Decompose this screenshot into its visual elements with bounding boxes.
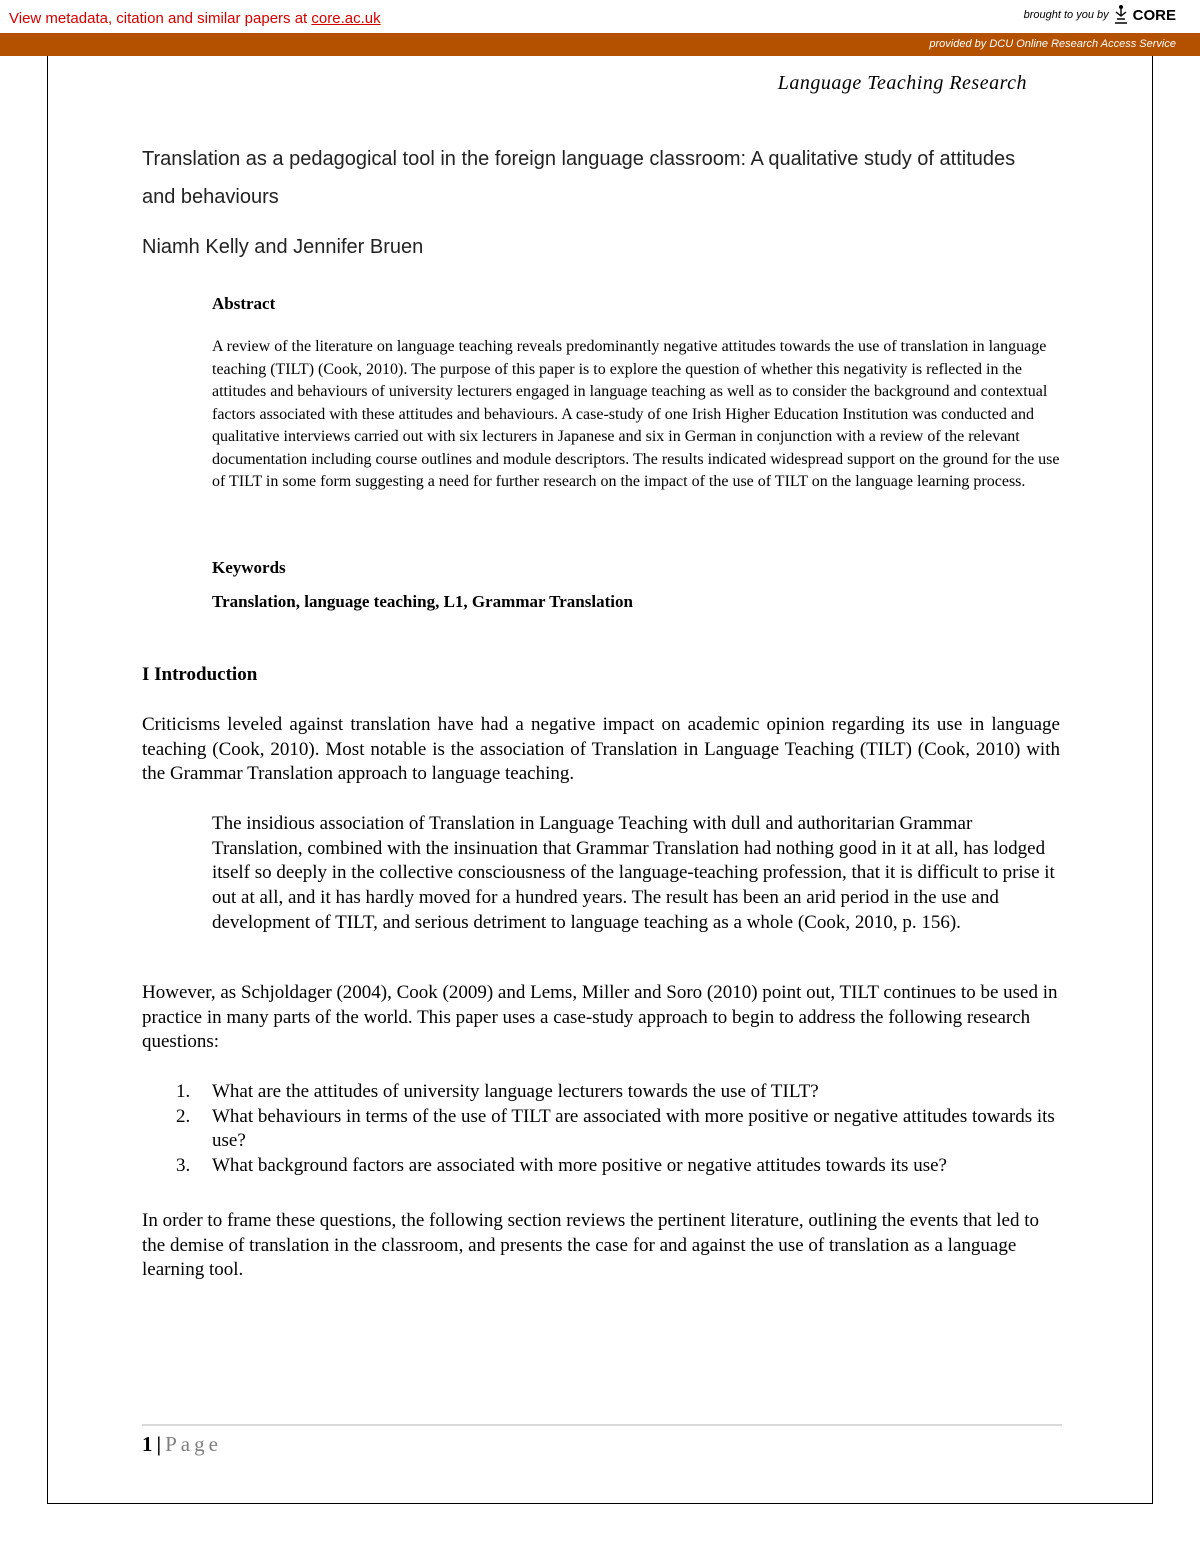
research-questions	[142, 1080, 1060, 1178]
footer-separator: |	[156, 1432, 162, 1456]
page-label: Page	[165, 1432, 222, 1456]
list-number: 2.	[176, 1105, 191, 1127]
paper-title: Translation as a pedagogical tool in the foreign language classroom: A qualitative study of attitudes and behaviours	[142, 148, 1016, 208]
list-item-text: What are the attitudes of university language lecturers towards the use of TILT?	[212, 1081, 819, 1102]
core-brand[interactable]	[1024, 4, 1176, 26]
core-banner	[0, 0, 1200, 33]
list-item	[142, 1154, 1060, 1179]
core-brand-name: CORE	[1132, 6, 1176, 24]
abstract-heading: Abstract	[212, 294, 276, 313]
list-item	[142, 1080, 1060, 1105]
block-quote: The insidious association of Translation in Language Teaching with dull and authoritarian Grammar Translation, combined with the insinuation that Grammar Translation had nothing good in it at all, has lodged itself so deeply in the collective consciousness of the language-teaching profession, that it is difficult to prise it out at all, and it has hardly moved for a hundred years. The result has been an arid period in the use and development of TILT, and serious detriment to language teaching as a whole (Cook, 2010, p. 156).	[212, 813, 1055, 933]
page-footer	[142, 1432, 222, 1457]
provider-bar	[0, 33, 1200, 56]
list-item-text: What behaviours in terms of the use of TILT are associated with more positive or negative attitudes towards its use?	[212, 1105, 1055, 1151]
keywords-heading: Keywords	[212, 558, 286, 577]
list-item-text: What background factors are associated with more positive or negative attitudes towards its use?	[212, 1154, 947, 1176]
abstract-text: A review of the literature on language teaching reveals predominantly negative attitudes towards the use of translation in language teaching (TILT) (Cook, 2010). The purpose of this paper is to explore the question of whether this negativity is reflected in the attitudes and behaviours of university lecturers engaged in language teaching as well as to consider the background and contextual factors associated with these attitudes and behaviours. A case-study of one Irish Higher Education Institution was conducted and qualitative interviews carried out with six lecturers in Japanese and six in German in conjunction with a review of the relevant documentation including course outlines and module descriptors. The results indicated widespread support on the ground for the use of TILT in some form suggesting a need for further research on the impact of the use of TILT on the language learning process.	[212, 338, 1060, 490]
paper-authors: Niamh Kelly and Jennifer Bruen	[142, 236, 424, 258]
intro-paragraph-1: Criticisms leveled against translation have had a negative impact on academic opinion regarding its use in language teaching (Cook, 2010). Most notable is the association of Translation in Language Teaching (TILT) (Cook, 2010) with the Grammar Translation approach to language teaching.	[142, 714, 1060, 784]
metadata-text: View metadata, citation and similar papers at	[9, 10, 312, 27]
introduction-heading: I Introduction	[142, 664, 258, 685]
page-number: 1	[142, 1432, 153, 1456]
provided-by-text: provided by DCU Online Research Access Service	[929, 38, 1176, 50]
brought-by-text: brought to you by	[1023, 9, 1109, 21]
journal-name: Language Teaching Research	[777, 72, 1027, 94]
list-number: 3.	[176, 1154, 191, 1176]
intro-paragraph-3: In order to frame these questions, the following section reviews the pertinent literature, outlining the events that led to the demise of translation in the classroom, and presents the case for and against the use of translation as a language learning tool.	[142, 1210, 1039, 1280]
list-item	[142, 1105, 1060, 1154]
core-logo-icon	[1113, 4, 1129, 26]
metadata-line	[9, 10, 381, 27]
list-number: 1.	[176, 1081, 191, 1102]
keywords-text: Translation, language teaching, L1, Grammar Translation	[212, 592, 633, 611]
core-link[interactable]: core.ac.uk	[311, 10, 381, 27]
footer-divider	[142, 1424, 1062, 1426]
intro-paragraph-2: However, as Schjoldager (2004), Cook (2009) and Lems, Miller and Soro (2010) point out, TILT continues to be used in practice in many parts of the world. This paper uses a case-study approach to begin to address the following research questions:	[142, 982, 1058, 1052]
